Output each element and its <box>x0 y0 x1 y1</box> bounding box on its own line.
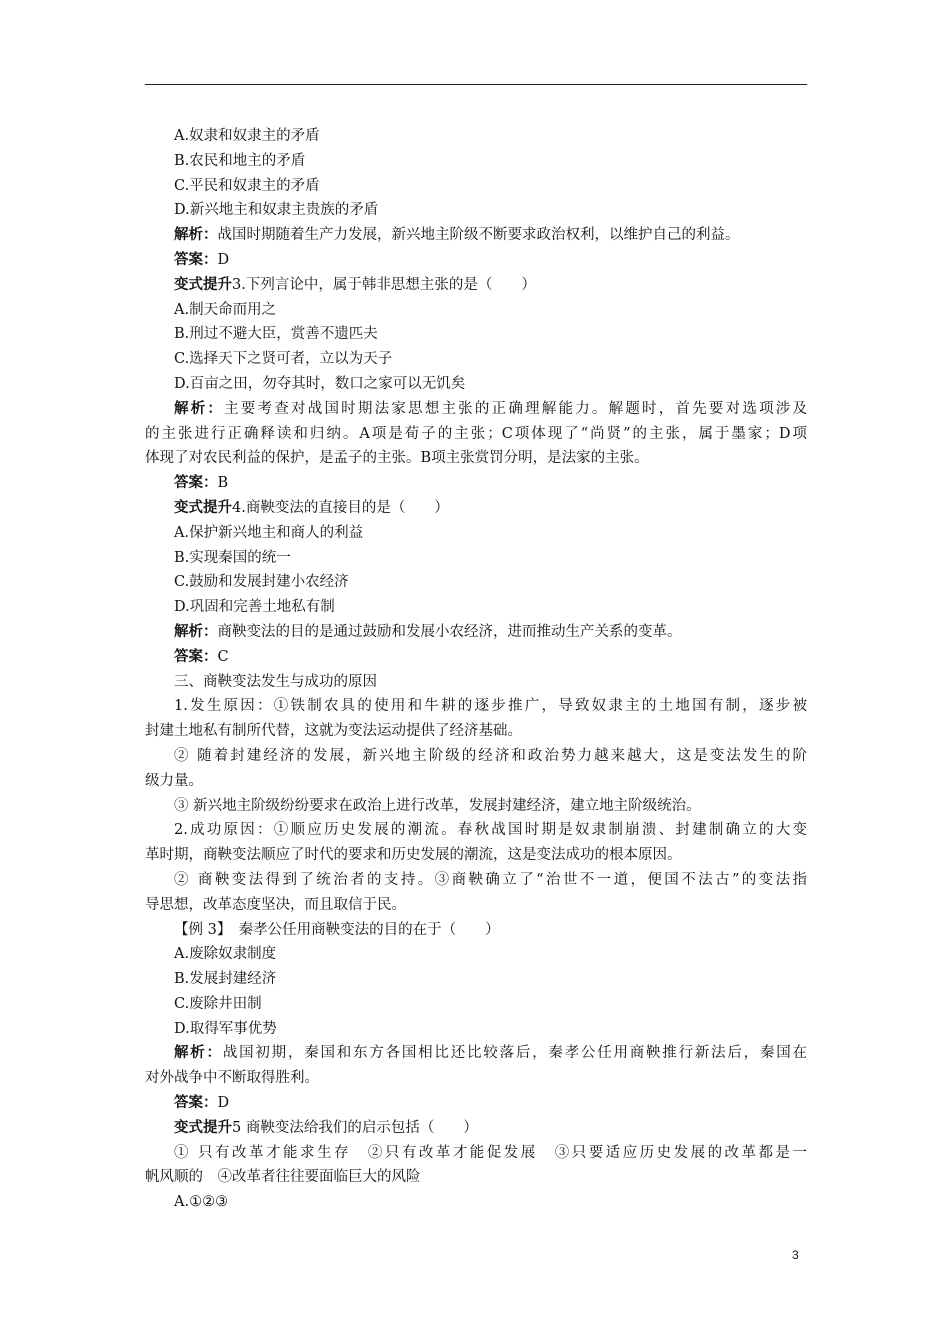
text-line <box>145 124 807 149</box>
text-line <box>145 174 807 199</box>
line-label: 答案： <box>174 250 218 268</box>
line-label: 解析： <box>174 622 218 640</box>
line-text: D.取得军事优势 <box>174 1020 277 1037</box>
text-line <box>145 1190 807 1215</box>
text-line <box>145 223 807 248</box>
line-text: 帆风顺的 ④改革者往往要面临巨大的风险 <box>145 1169 421 1186</box>
text-line <box>145 794 807 819</box>
text-line <box>145 942 807 967</box>
text-line <box>145 918 807 943</box>
text-line <box>145 843 807 868</box>
text-line <box>145 322 807 347</box>
text-line <box>145 471 807 496</box>
line-text: B <box>217 475 229 492</box>
line-text: D.新兴地主和奴隶主贵族的矛盾 <box>174 202 379 219</box>
header-rule <box>145 84 807 85</box>
text-line <box>145 248 807 273</box>
line-text: 的主张进行正确释读和归纳。A项是荀子的主张；C项体现了“尚贤”的主张，属于墨家；D项 <box>145 425 807 442</box>
line-text: ② 随着封建经济的发展，新兴地主阶级的经济和政治势力越来越大，这是变法发生的阶 <box>174 747 807 764</box>
text-line <box>145 372 807 397</box>
line-text: B.实现秦国的统一 <box>174 549 291 566</box>
line-text: A.废除奴隶制度 <box>174 946 277 963</box>
text-line <box>145 893 807 918</box>
line-text: 三、商鞅变法发生与成功的原因 <box>174 673 377 690</box>
line-text: 封建土地私有制所代替，这就为变法运动提供了经济基础。 <box>145 723 522 740</box>
line-text: 级力量。 <box>145 772 203 789</box>
line-text: ① 只有改革才能求生存 ②只有改革才能促发展 ③只要适应历史发展的改革都是一 <box>174 1144 807 1161</box>
line-text: D.巩固和完善土地私有制 <box>174 599 335 616</box>
line-text: A.制天命而用之 <box>174 301 277 318</box>
line-text: 革时期，商鞅变法顺应了时代的要求和历史发展的潮流，这是变法成功的根本原因。 <box>145 847 682 864</box>
text-line <box>145 967 807 992</box>
line-text: A.保护新兴地主和商人的利益 <box>174 524 364 541</box>
line-text: 战国初期，秦国和东方各国相比还比较落后，秦孝公任用商鞅推行新法后，秦国在 <box>222 1045 808 1062</box>
text-line <box>145 1017 807 1042</box>
line-text: 导思想，改革态度坚决，而且取信于民。 <box>145 896 406 913</box>
line-text: 战国时期随着生产力发展，新兴地主阶级不断要求政治权利，以维护自己的利益。 <box>217 227 740 244</box>
page-number: 3 <box>792 1248 799 1262</box>
line-text: 3.下列言论中，属于韩非思想主张的是（ ） <box>232 276 536 293</box>
line-text: A.奴隶和奴隶主的矛盾 <box>174 128 320 144</box>
line-text: C.选择天下之贤可者，立以为天子 <box>174 351 393 368</box>
text-line <box>145 645 807 670</box>
line-text: 5 商鞅变法给我们的启示包括（ ） <box>232 1119 478 1136</box>
text-line <box>145 595 807 620</box>
line-text: D.百亩之田，勿夺其时，数口之家可以无饥矣 <box>174 375 466 392</box>
text-line <box>145 546 807 571</box>
line-label: 变式提升 <box>174 1118 232 1136</box>
line-text: 4.商鞅变法的直接目的是（ ） <box>232 499 449 516</box>
line-label: 变式提升 <box>174 498 232 516</box>
line-text: B.发展封建经济 <box>174 971 277 988</box>
line-label: 解析： <box>174 226 218 244</box>
text-line <box>145 744 807 769</box>
text-line <box>145 273 807 298</box>
line-text: C.废除井田制 <box>174 995 262 1012</box>
line-text: 【例 3】 秦孝公任用商鞅变法的目的在于（ ） <box>174 921 500 938</box>
text-line <box>145 422 807 447</box>
text-line <box>145 992 807 1017</box>
text-line <box>145 670 807 695</box>
text-line <box>145 620 807 645</box>
text-line <box>145 1165 807 1190</box>
text-line <box>145 694 807 719</box>
text-line <box>145 1091 807 1116</box>
text-line <box>145 347 807 372</box>
line-label: 变式提升 <box>174 275 232 293</box>
text-line <box>145 570 807 595</box>
line-label: 答案： <box>174 474 218 492</box>
line-text: ② 商鞅变法得到了统治者的支持。③商鞅确立了“治世不一道，便国不法古”的变法指 <box>174 871 807 888</box>
line-text: A.①②③ <box>174 1194 229 1211</box>
line-label: 解析： <box>174 1044 223 1062</box>
line-text: ③ 新兴地主阶级纷纷要求在政治上进行改革，发展封建经济，建立地主阶级统治。 <box>174 797 701 814</box>
line-text: D <box>217 251 230 268</box>
text-line <box>145 198 807 223</box>
line-text: B.刑过不避大臣，赏善不遗匹夫 <box>174 326 378 343</box>
line-text: D <box>217 1095 230 1112</box>
document-body <box>145 124 807 1215</box>
line-text: 体现了对农民利益的保护，是孟子的主张。B项主张赏罚分明，是法家的主张。 <box>145 450 649 467</box>
text-line <box>145 446 807 471</box>
text-line <box>145 1141 807 1166</box>
text-line <box>145 149 807 174</box>
line-label: 答案： <box>174 647 218 665</box>
line-label: 解析： <box>174 399 225 417</box>
text-line <box>145 298 807 323</box>
text-line <box>145 521 807 546</box>
text-line <box>145 868 807 893</box>
text-line <box>145 719 807 744</box>
line-label: 答案： <box>174 1094 218 1112</box>
line-text: C.鼓励和发展封建小农经济 <box>174 574 349 591</box>
text-line <box>145 1041 807 1066</box>
line-text: 1.发生原因：①铁制农具的使用和牛耕的逐步推广，导致奴隶主的土地国有制，逐步被 <box>174 698 807 715</box>
text-line <box>145 496 807 521</box>
line-text: 对外战争中不断取得胜利。 <box>145 1070 319 1087</box>
text-line <box>145 818 807 843</box>
line-text: C.平民和奴隶主的矛盾 <box>174 177 320 194</box>
text-line <box>145 769 807 794</box>
text-line <box>145 1066 807 1091</box>
line-text: 主要考查对战国时期法家思想主张的正确理解能力。解题时，首先要对选项涉及 <box>224 400 808 417</box>
line-text: C <box>217 648 229 665</box>
line-text: 商鞅变法的目的是通过鼓励和发展小农经济，进而推动生产关系的变革。 <box>217 623 682 640</box>
text-line <box>145 1116 807 1141</box>
line-text: B.农民和地主的矛盾 <box>174 152 306 169</box>
line-text: 2.成功原因：①顺应历史发展的潮流。春秋战国时期是奴隶制崩溃、封建制确立的大变 <box>174 822 807 839</box>
text-line <box>145 397 807 422</box>
